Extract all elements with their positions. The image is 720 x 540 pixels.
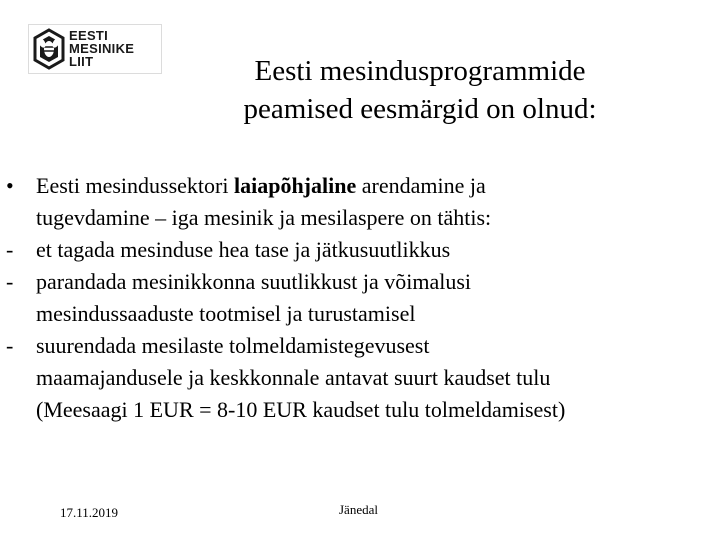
- bullet-line: parandada mesinikkonna suutlikkust ja võimalusi: [36, 269, 472, 294]
- bullet-marker: -: [6, 269, 14, 294]
- logo-text: [69, 29, 134, 68]
- bullet-item: [0, 234, 720, 266]
- logo: [28, 24, 162, 74]
- bullet-marker: •: [6, 173, 14, 198]
- bullet-line: et tagada mesinduse hea tase ja jätkusuutlikkus: [36, 237, 451, 262]
- bullet-line: suurendada mesilaste tolmeldamistegevusest: [36, 333, 430, 358]
- bullet-text: Eesti mesindussektori: [36, 173, 234, 198]
- title-line-1: Eesti mesindusprogrammide: [254, 55, 586, 87]
- bullet-marker: -: [6, 333, 14, 358]
- title-line-2: peamised eesmärgid on olnud:: [243, 93, 597, 125]
- bullet-line: [36, 170, 720, 202]
- bee-emblem-icon: [32, 28, 66, 70]
- bullet-list: [0, 170, 720, 426]
- bullet-text: arendamine ja: [356, 173, 486, 198]
- logo-line: LIIT: [69, 54, 94, 69]
- footer-place: Jänedal: [339, 502, 378, 517]
- bullet-line: (Meesaagi 1 EUR = 8-10 EUR kaudset tulu tolmeldamisest): [36, 397, 566, 422]
- bullet-item: [0, 170, 720, 234]
- bullet-item: [0, 266, 720, 330]
- bullet-bold-text: laiapõhjaline: [233, 173, 357, 198]
- bullet-line: maamajandusele ja keskkonnale antavat suurt kaudset tulu: [36, 365, 551, 390]
- logo-line: MESINIKE: [69, 41, 135, 56]
- slide-title: [170, 52, 670, 128]
- bullet-line: mesindussaaduste tootmisel ja turustamisel: [36, 301, 416, 326]
- bullet-item: [0, 330, 720, 426]
- footer-date: 17.11.2019: [60, 505, 119, 520]
- bullet-line: tugevdamine – iga mesinik ja mesilaspere on tähtis:: [36, 205, 492, 230]
- logo-line: EESTI: [69, 28, 109, 43]
- bullet-marker: -: [6, 237, 14, 262]
